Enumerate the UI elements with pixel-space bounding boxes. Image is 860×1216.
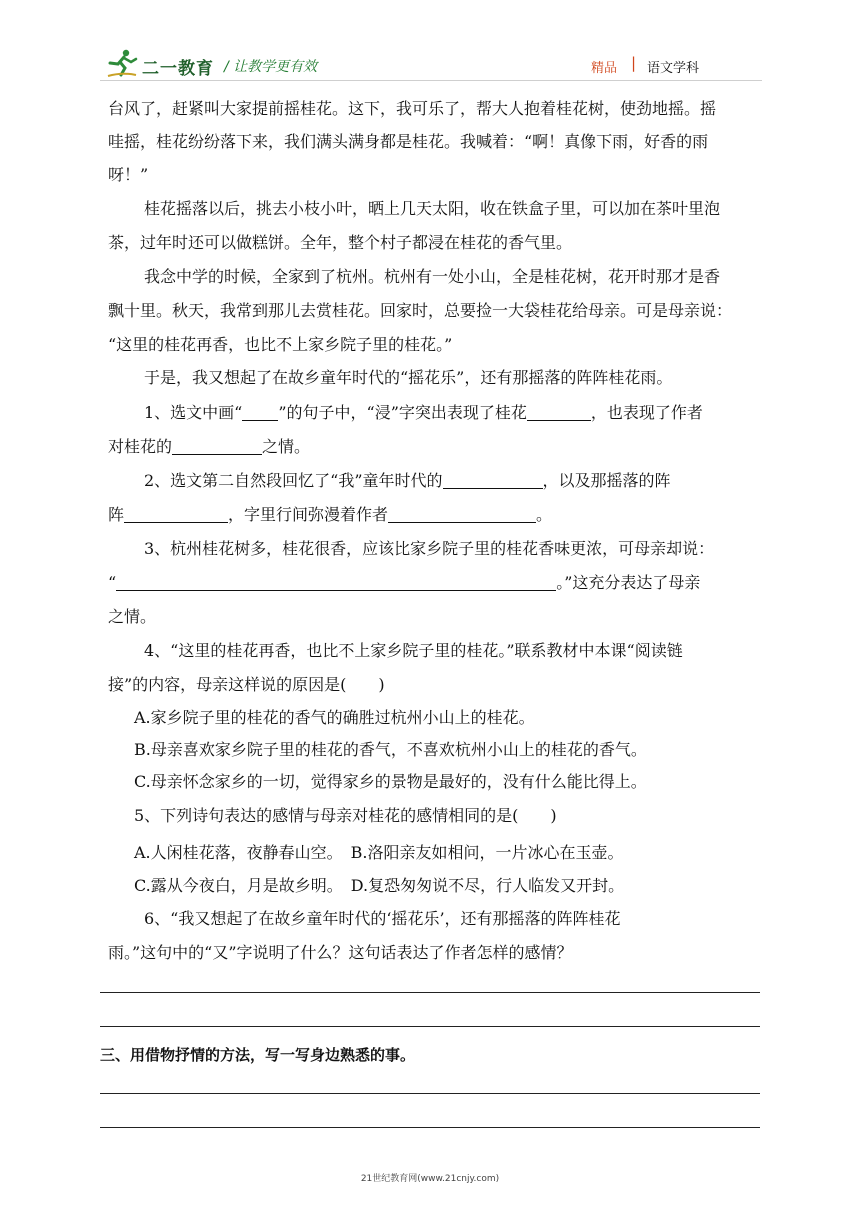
option-b[interactable]: B.母亲喜欢家乡院子里的桂花的香气，不喜欢杭州小山上的桂花的香气。 — [134, 740, 647, 759]
page-footer: 21世纪教育网(www.21cnjy.com) — [360, 1174, 500, 1184]
answer-line[interactable] — [100, 1127, 760, 1128]
answer-blank[interactable] — [388, 506, 536, 523]
question-6-cont: 雨。”这句中的“又”字说明了什么？这句话表达了作者怎样的感情？ — [108, 943, 573, 962]
question-text: 。 — [536, 505, 553, 524]
question-text: 对桂花的 — [108, 437, 173, 456]
question-5: 5、下列诗句表达的感情与母亲对桂花的感情相同的是( ) — [134, 806, 557, 825]
header-divider — [100, 80, 762, 81]
blank-underline[interactable] — [242, 404, 278, 421]
question-text: ”的句子中，“浸”字突出表现了桂花 — [278, 403, 527, 422]
question-text: 。”这充分表达了母亲 — [556, 573, 701, 592]
question-1-cont — [108, 437, 310, 457]
question-text: 之情。 — [262, 437, 311, 456]
question-text: ，以及那摇落的阵 — [542, 471, 671, 490]
question-text: ，字里行间弥漫着作者 — [228, 505, 389, 524]
question-text: ，也表现了作者 — [590, 403, 703, 422]
page-header — [100, 48, 762, 84]
question-6: 6、“我又想起了在故乡童年时代的‘摇花乐’，还有那摇落的阵阵桂花 — [144, 909, 621, 928]
answer-blank[interactable] — [116, 574, 556, 591]
question-text: 2、选文第二自然段回忆了“我”童年时代的 — [144, 471, 443, 490]
question-text: 阵 — [108, 505, 125, 524]
question-text: 1、选文中画“ — [144, 403, 243, 422]
passage-line: 哇摇，桂花纷纷落下来，我们满头满身都是桂花。我喊着：“啊！真像下雨，好香的雨 — [108, 132, 709, 151]
question-3: 3、杭州桂花树多，桂花很香，应该比家乡院子里的桂花香味更浓，可母亲却说： — [144, 539, 715, 558]
question-text: “ — [108, 573, 117, 592]
passage-line: 台风了，赶紧叫大家提前摇桂花。这下，我可乐了，帮大人抱着桂花树，使劲地摇。摇 — [108, 99, 717, 118]
question-2-cont — [108, 505, 552, 525]
question-4-cont: 接”的内容，母亲这样说的原因是( ) — [108, 675, 385, 694]
passage-line: 我念中学的时候，全家到了杭州。杭州有一处小山，全是桂花树，花开时那才是香 — [144, 267, 721, 286]
question-1 — [144, 403, 703, 423]
passage-line: 茶，过年时还可以做糕饼。全年，整个村子都浸在桂花的香气里。 — [108, 233, 573, 252]
brand-slogan: / 让教学更有效 — [224, 59, 318, 75]
answer-blank[interactable] — [172, 438, 262, 455]
question-2 — [144, 471, 671, 491]
answer-blank[interactable] — [124, 506, 228, 523]
question-3-cont — [108, 573, 700, 593]
passage-line: “这里的桂花再香，也比不上家乡院子里的桂花。” — [108, 335, 453, 354]
option-a[interactable]: A.家乡院子里的桂花的香气的确胜过杭州小山上的桂花。 — [134, 708, 535, 727]
answer-line[interactable] — [100, 992, 760, 993]
runner-logo-icon — [106, 48, 138, 78]
answer-blank[interactable] — [443, 472, 543, 489]
question-5-options-row2[interactable]: C.露从今夜白，月是故乡明。 D.复恐匆匆说不尽，行人临发又开封。 — [134, 876, 625, 895]
passage-line: 于是，我又想起了在故乡童年时代的“摇花乐”，还有那摇落的阵阵桂花雨。 — [144, 368, 673, 387]
answer-line[interactable] — [100, 1026, 760, 1027]
subject-tag: 语文学科 — [647, 61, 700, 76]
passage-line: 桂花摇落以后，挑去小枝小叶，晒上几天太阳，收在铁盒子里，可以加在茶叶里泡 — [144, 199, 721, 218]
option-c[interactable]: C.母亲怀念家乡的一切，觉得家乡的景物是最好的，没有什么能比得上。 — [134, 772, 647, 791]
passage-line: 飘十里。秋天，我常到那儿去赏桂花。回家时，总要捡一大袋桂花给母亲。可是母亲说： — [108, 301, 733, 320]
section-3-heading: 三、用借物抒情的方法，写一写身边熟悉的事。 — [100, 1046, 416, 1064]
answer-line[interactable] — [100, 1093, 760, 1094]
question-5-options-row1[interactable]: A.人闲桂花落，夜静春山空。 B.洛阳亲友如相问，一片冰心在玉壶。 — [134, 843, 624, 862]
answer-blank[interactable] — [527, 404, 591, 421]
question-3-end: 之情。 — [108, 607, 157, 626]
quality-tag: 精品 — [591, 61, 618, 76]
brand-name: 二一教育 — [142, 59, 214, 79]
question-4: 4、“这里的桂花再香，也比不上家乡院子里的桂花。”联系教材中本课“阅读链 — [144, 641, 683, 660]
passage-line: 呀！” — [108, 165, 149, 184]
tag-separator: | — [631, 54, 637, 72]
